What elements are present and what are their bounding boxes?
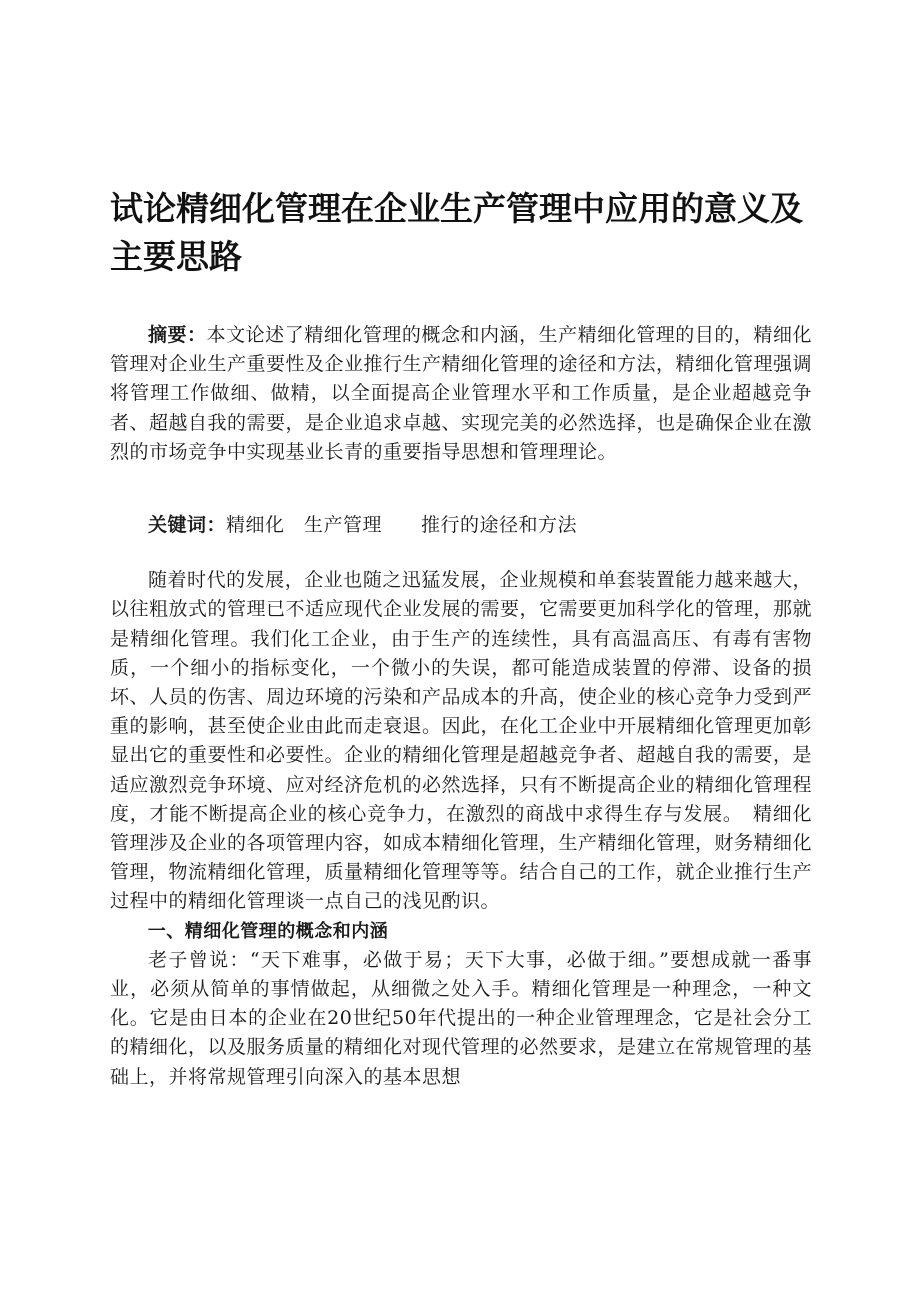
intro-paragraph: 随着时代的发展，企业也随之迅猛发展，企业规模和单套装置能力越来越大，以往粗放式的管理已不适应现代企业发展的需要，它需要更加科学化的管理，那就是精细化管理。我们化工企业，由于生产的连续性，具有高温高压、有毒有害物质，一个细小的指标变化，一个微小的失误，都可能造成装置的停滞、设备的损坏、人员的伤害、周边环境的污染和产品成本的升高，使企业的核心竞争力受到严重的影响，甚至使企业由此而走衰退。因此，在化工企业中开展精细化管理更加彰显出它的重要性和必要性。企业的精细化管理是超越竞争者、超越自我的需要，是适应激烈竞争环境、应对经济危机的必然选择，只有不断提高企业的精细化管理程度，才能不断提高企业的核心竞争力，在激烈的商战中求得生存与发展。 精细化管理涉及企业的各项管理内容，如成本精细化管理，生产精细化管理，财务精细化管理，物流精细化管理，质量精细化管理等等。结合自己的工作，就企业推行生产过程中的精细化管理谈一点自己的浅见酌识。 — [110, 569, 813, 913]
section-paragraph: 老子曾说：“天下难事，必做于易；天下大事，必做于细。”要想成就一番事业，必须从简单的事情做起，从细微之处入手。精细化管理是一种理念，一种文化。它是由日本的企业在20世纪50年代提出的一种企业管理理念，它是社会分工的精细化，以及服务质量的精细化对现代管理的必然要求，是建立在常规管理的基础上，并将常规管理引向深入的基本思想 — [110, 948, 813, 1088]
section-heading: 一、精细化管理的概念和内涵 — [147, 920, 389, 942]
abstract-paragraph — [110, 321, 812, 467]
abstract-text: 本文论述了精细化管理的概念和内涵，生产精细化管理的目的，精细化管理对企业生产重要性及企业推行生产精细化管理的途径和方法，精细化管理强调将管理工作做细、做精，以全面提高企业管理水平和工作质量，是企业超越竞争者、超越自我的需要，是企业追求卓越、实现完美的必然选择，也是确保企业在激烈的市场竞争中实现基业长青的重要指导思想和管理理论。 — [110, 324, 813, 463]
keywords-label: 关键词： — [148, 514, 227, 537]
keywords-text: 精细化 生产管理 推行的途径和方法 — [226, 514, 578, 537]
document-page — [110, 185, 812, 1092]
abstract-label: 摘要： — [148, 324, 207, 346]
keywords-paragraph — [110, 511, 812, 540]
document-title: 试论精细化管理在企业生产管理中应用的意义及主要思路 — [110, 189, 803, 276]
